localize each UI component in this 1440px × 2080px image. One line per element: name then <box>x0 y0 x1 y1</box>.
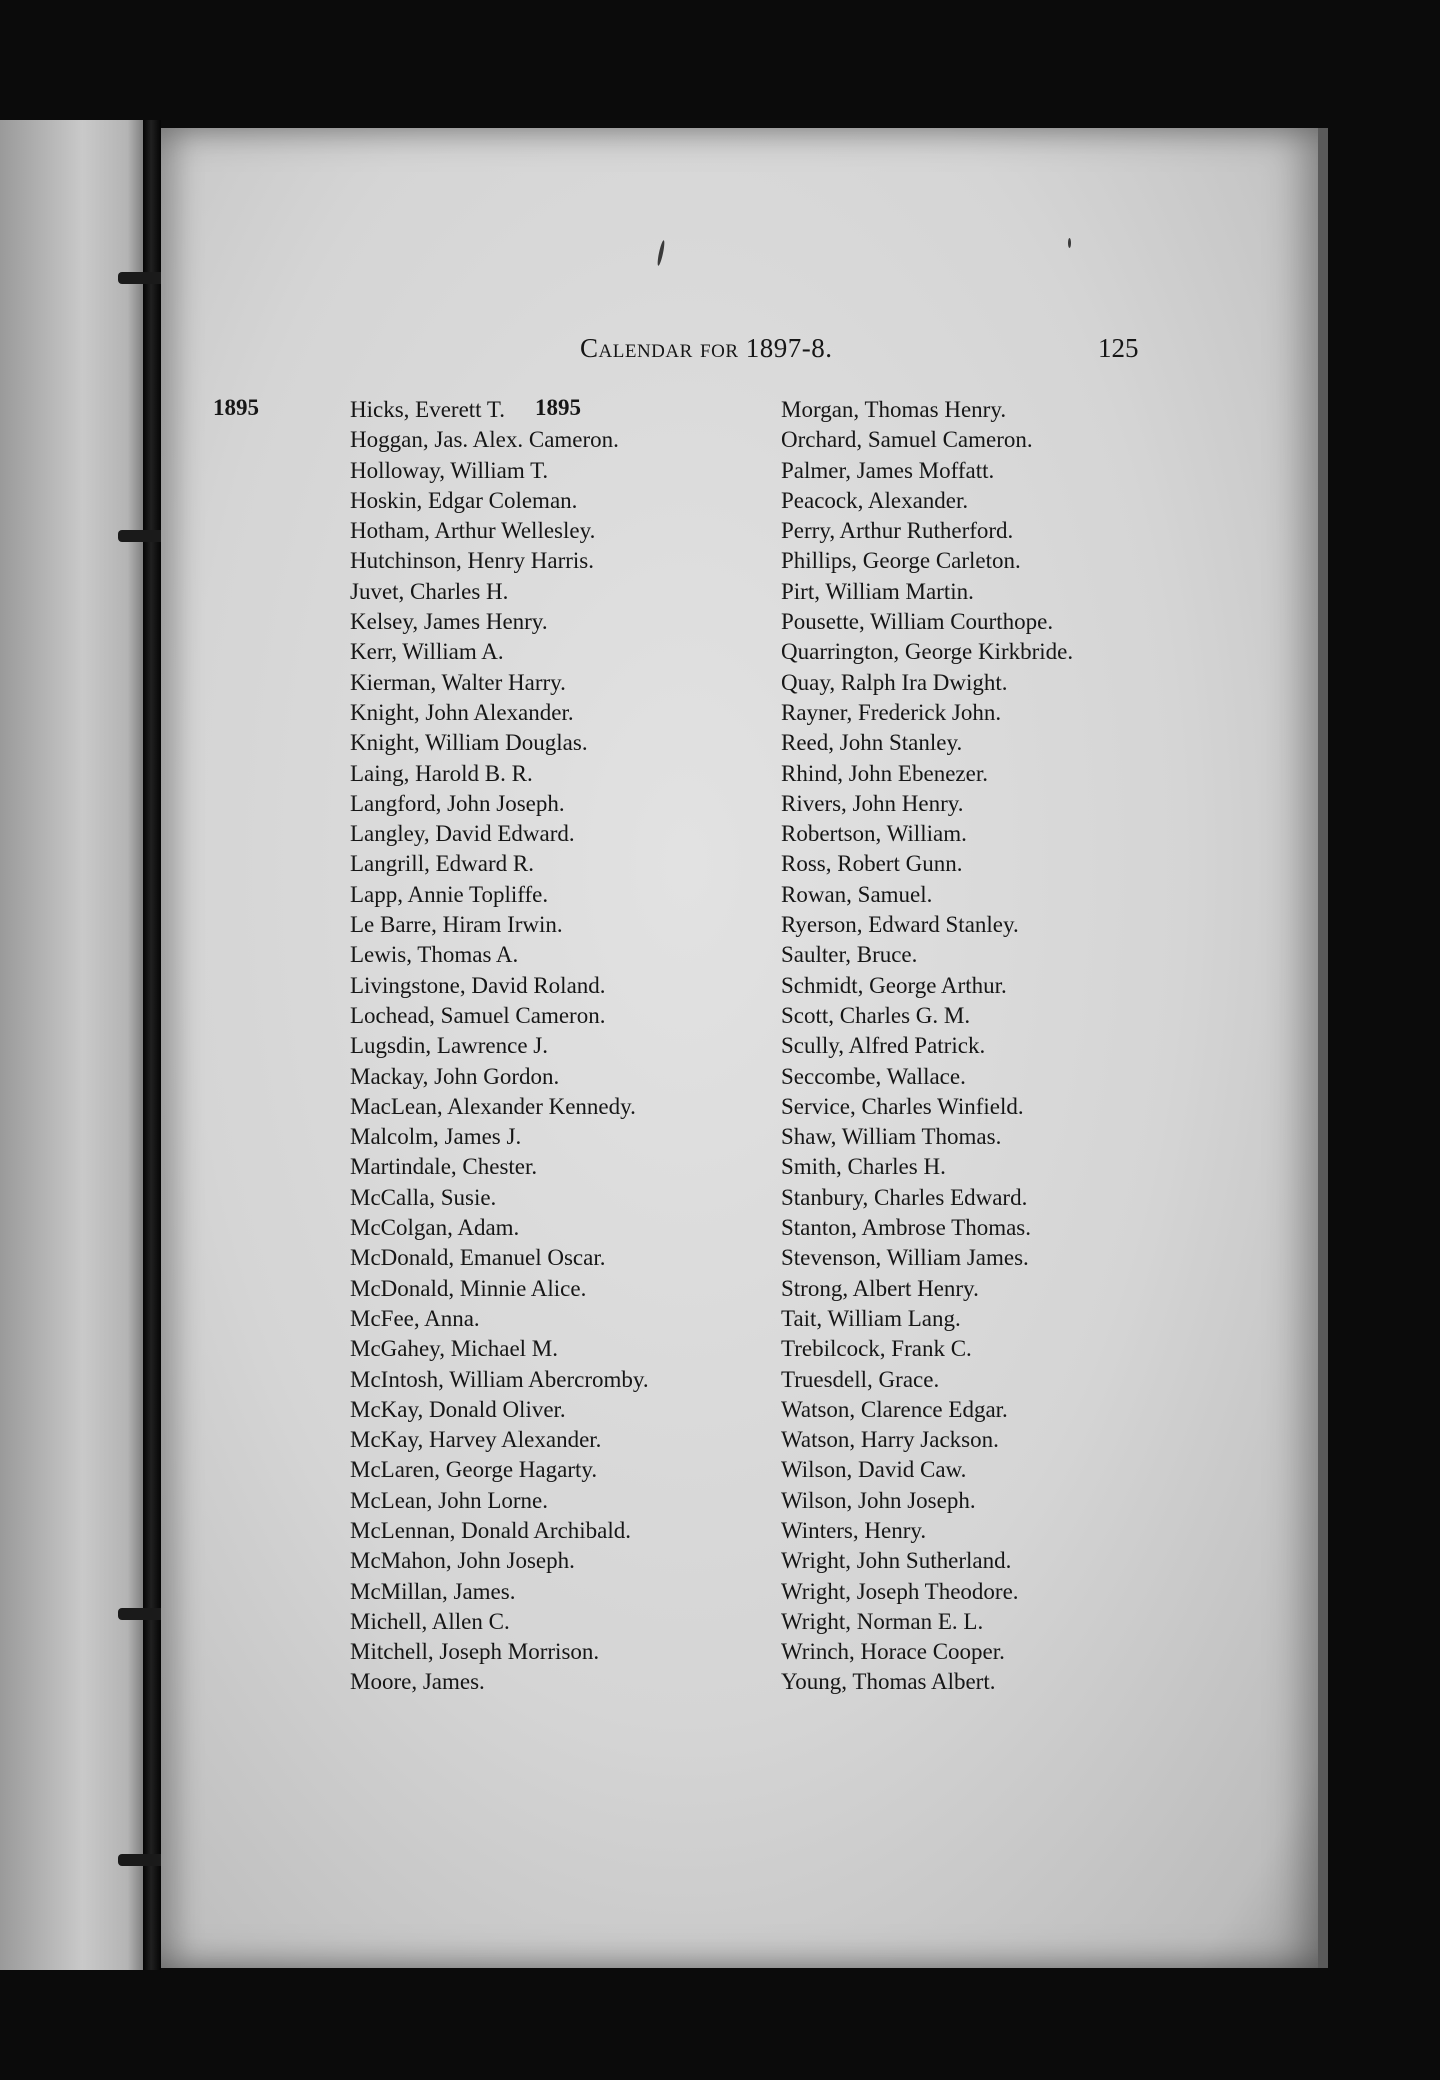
year-label-left: 1895 <box>213 395 259 420</box>
list-item: Reed, John Stanley. <box>781 730 963 756</box>
list-item: McKay, Harvey Alexander. <box>350 1427 602 1453</box>
list-item: McLaren, George Hagarty. <box>350 1457 598 1483</box>
list-item: Wilson, John Joseph. <box>781 1487 976 1513</box>
list-item: Perry, Arthur Rutherford. <box>781 518 1014 544</box>
list-item: Truesdell, Grace. <box>781 1366 940 1392</box>
list-item: McCalla, Susie. <box>350 1184 497 1210</box>
list-item: Lochead, Samuel Cameron. <box>350 1002 606 1028</box>
name-list-left <box>350 395 649 1698</box>
list-item: McDonald, Minnie Alice. <box>350 1275 587 1301</box>
list-item: Rayner, Frederick John. <box>781 699 1002 725</box>
list-item: Rhind, John Ebenezer. <box>781 760 988 786</box>
list-item: Pirt, William Martin. <box>781 578 974 604</box>
list-item: Scott, Charles G. M. <box>781 1002 971 1028</box>
list-item: McFee, Anna. <box>350 1305 480 1331</box>
list-item: Smith, Charles H. <box>781 1154 946 1180</box>
list-item: McMillan, James. <box>350 1578 516 1604</box>
page-number: 125 <box>1098 333 1139 363</box>
list-item: Kelsey, James Henry. <box>350 609 548 635</box>
list-item: Orchard, Samuel Cameron. <box>781 427 1033 453</box>
list-item: Knight, William Douglas. <box>350 730 588 756</box>
list-item: McIntosh, William Abercromby. <box>350 1366 649 1392</box>
list-item: Hotham, Arthur Wellesley. <box>350 518 596 544</box>
running-title: Calendar for 1897-8. <box>580 333 833 363</box>
list-item: Young, Thomas Albert. <box>781 1669 996 1695</box>
list-item: Tait, William Lang. <box>781 1305 961 1331</box>
year-label-right: 1895 <box>535 395 581 420</box>
list-item: Trebilcock, Frank C. <box>781 1336 972 1362</box>
list-item: Wilson, David Caw. <box>781 1457 967 1483</box>
list-item: McLean, John Lorne. <box>350 1487 548 1513</box>
list-item: Knight, John Alexander. <box>350 699 574 725</box>
list-item: Wright, John Sutherland. <box>781 1548 1012 1574</box>
list-item: Watson, Harry Jackson. <box>781 1427 999 1453</box>
list-item: Schmidt, George Arthur. <box>781 972 1007 998</box>
list-item: McKay, Donald Oliver. <box>350 1396 566 1422</box>
previous-page-edge <box>0 120 150 1970</box>
list-item: Rowan, Samuel. <box>781 881 933 907</box>
list-item: Martindale, Chester. <box>350 1154 538 1180</box>
list-item: Phillips, George Carleton. <box>781 548 1021 574</box>
list-item: Quay, Ralph Ira Dwight. <box>781 669 1008 695</box>
list-item: Quarrington, George Kirkbride. <box>781 639 1074 665</box>
ink-mark <box>656 240 665 266</box>
list-item: McMahon, John Joseph. <box>350 1548 575 1574</box>
list-item: Lewis, Thomas A. <box>350 942 519 968</box>
list-item: Palmer, James Moffatt. <box>781 457 995 483</box>
list-item: Wrinch, Horace Cooper. <box>781 1639 1005 1665</box>
document-page <box>161 128 1327 1968</box>
list-item: Saulter, Bruce. <box>781 942 918 968</box>
list-item: Winters, Henry. <box>781 1517 927 1543</box>
list-item: McColgan, Adam. <box>350 1215 520 1241</box>
list-item: Wright, Joseph Theodore. <box>781 1578 1019 1604</box>
list-item: Mitchell, Joseph Morrison. <box>350 1639 600 1665</box>
list-item: Lugsdin, Lawrence J. <box>350 1033 548 1059</box>
list-item: Michell, Allen C. <box>350 1608 510 1634</box>
list-item: Juvet, Charles H. <box>350 578 509 604</box>
list-item: Livingstone, David Roland. <box>350 972 606 998</box>
list-item: McGahey, Michael M. <box>350 1336 558 1362</box>
list-item: Morgan, Thomas Henry. <box>781 397 1007 422</box>
book-spine <box>143 120 161 1970</box>
list-item: MacLean, Alexander Kennedy. <box>350 1093 636 1119</box>
list-item: Ross, Robert Gunn. <box>781 851 963 877</box>
list-item: Laing, Harold B. R. <box>350 760 533 786</box>
list-item: Moore, James. <box>350 1669 485 1695</box>
list-item: McLennan, Donald Archibald. <box>350 1517 632 1543</box>
list-item: Le Barre, Hiram Irwin. <box>350 912 563 938</box>
list-item: Mackay, John Gordon. <box>350 1063 560 1089</box>
list-item: Seccombe, Wallace. <box>781 1063 966 1089</box>
list-item: Stanton, Ambrose Thomas. <box>781 1215 1032 1241</box>
list-item: Kierman, Walter Harry. <box>350 669 566 695</box>
list-item: Langley, David Edward. <box>350 821 575 847</box>
list-item: Scully, Alfred Patrick. <box>781 1033 986 1059</box>
list-item: Rivers, John Henry. <box>781 790 964 816</box>
list-item: Lapp, Annie Topliffe. <box>350 881 549 907</box>
list-item: Peacock, Alexander. <box>781 487 969 513</box>
list-item: Malcolm, James J. <box>350 1124 522 1150</box>
list-item: Hutchinson, Henry Harris. <box>350 548 595 574</box>
list-item: Stanbury, Charles Edward. <box>781 1184 1028 1210</box>
list-item: Langford, John Joseph. <box>350 790 565 816</box>
list-item: Strong, Albert Henry. <box>781 1275 979 1301</box>
list-item: Stevenson, William James. <box>781 1245 1029 1271</box>
list-item: Shaw, William Thomas. <box>781 1124 1002 1150</box>
list-item: Holloway, William T. <box>350 457 549 483</box>
list-item: Wright, Norman E. L. <box>781 1608 984 1634</box>
list-item: Watson, Clarence Edgar. <box>781 1396 1008 1422</box>
list-item: Hicks, Everett T. <box>350 397 505 422</box>
list-item: Pousette, William Courthope. <box>781 609 1054 635</box>
list-item: Ryerson, Edward Stanley. <box>781 912 1019 938</box>
list-item: Langrill, Edward R. <box>350 851 534 877</box>
list-item: Hoskin, Edgar Coleman. <box>350 487 578 513</box>
ink-mark <box>1068 238 1071 248</box>
list-item: Hoggan, Jas. Alex. Cameron. <box>350 427 619 453</box>
list-item: Kerr, William A. <box>350 639 504 665</box>
name-list-right <box>781 395 1073 1698</box>
list-item: Robertson, William. <box>781 821 967 847</box>
list-item: Service, Charles Winfield. <box>781 1093 1024 1119</box>
list-item: McDonald, Emanuel Oscar. <box>350 1245 606 1271</box>
page-edge-shadow <box>1318 128 1328 1968</box>
